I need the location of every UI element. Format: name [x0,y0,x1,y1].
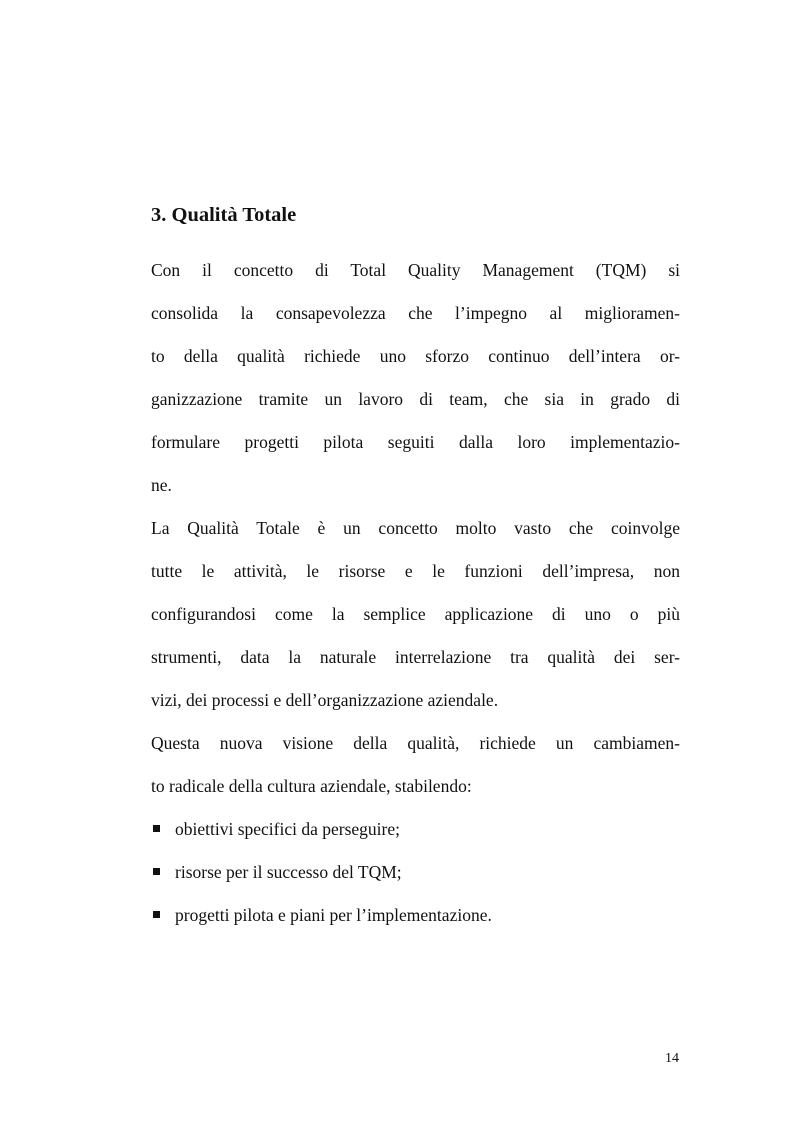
text-line: tutte le attività, le risorse e le funzioni dell’impresa, non [151,561,680,581]
square-bullet-icon [153,868,160,875]
text-line: consolida la consapevolezza che l’impegno al miglioramen- [151,303,680,323]
text-line: strumenti, data la naturale interrelazione tra qualità dei ser- [151,647,680,667]
text-line: La Qualità Totale è un concetto molto vasto che coinvolge [151,518,680,538]
text-line: ne. [151,475,172,495]
text-line: to della qualità richiede uno sforzo continuo dell’intera or- [151,346,680,366]
list-item-text: progetti pilota e piani per l’implementazione. [175,905,492,925]
list-item-text: obiettivi specifici da perseguire; [175,819,400,839]
section-title: 3. Qualità Totale [151,204,297,226]
square-bullet-icon [153,825,160,832]
text-line: configurandosi come la semplice applicazione di uno o più [151,604,680,624]
text-line: vizi, dei processi e dell’organizzazione aziendale. [151,690,499,710]
text-line: ganizzazione tramite un lavoro di team, che sia in grado di [151,389,680,409]
text-line: to radicale della cultura aziendale, stabilendo: [151,776,472,796]
text-line: Con il concetto di Total Quality Management (TQM) si [151,260,680,280]
page-number: 14 [665,1051,679,1066]
text-line: Questa nuova visione della qualità, richiede un cambiamen- [151,733,680,753]
square-bullet-icon [153,911,160,918]
text-line: formulare progetti pilota seguiti dalla loro implementazio- [151,432,680,452]
list-item-text: risorse per il successo del TQM; [175,862,402,882]
